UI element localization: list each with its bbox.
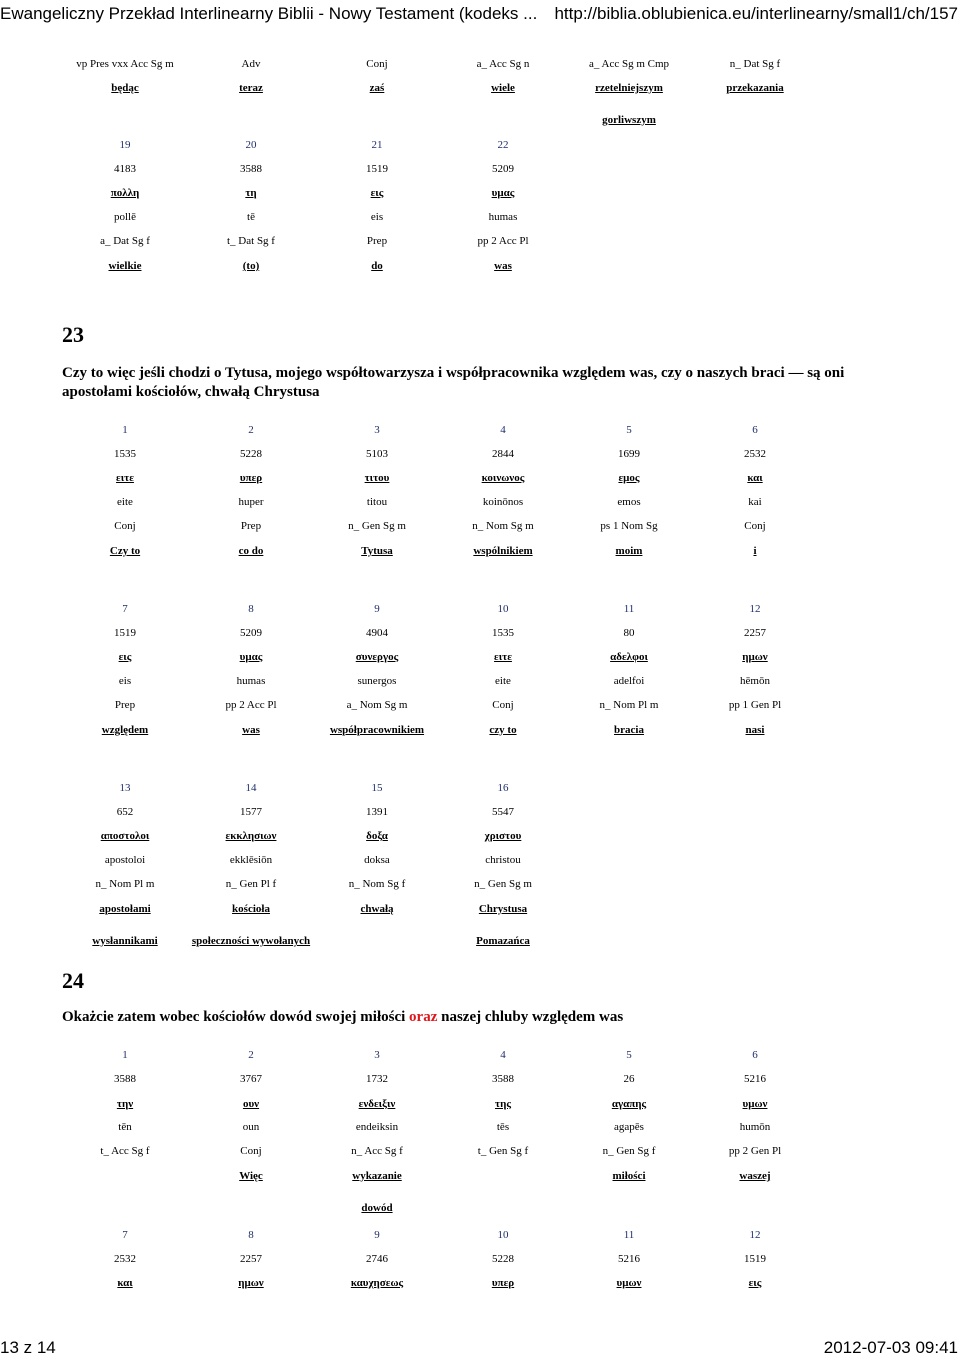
word-number-row — [0, 1229, 960, 1247]
word-number-row — [0, 782, 960, 800]
morph-row — [0, 520, 960, 538]
transliteration: doksa — [364, 854, 390, 866]
alt-translation-link[interactable]: gorliwszym — [602, 114, 656, 126]
browser-print-header — [0, 0, 960, 34]
strong-number: 1519 — [366, 163, 388, 175]
strong-number: 1732 — [366, 1073, 388, 1085]
morph-row — [0, 58, 960, 76]
morph-cell: n_ Acc Sg f — [351, 1145, 403, 1157]
word-number: 11 — [623, 603, 635, 615]
greek-row — [0, 187, 960, 205]
morph-cell: n_ Nom Sg m — [472, 520, 534, 532]
greek-word-link[interactable]: κοινωνος — [481, 472, 525, 484]
polish-link[interactable]: was — [494, 260, 512, 272]
alt-row — [0, 114, 960, 132]
alt-translation-link[interactable]: wysłannikami — [92, 935, 158, 947]
word-number: 19 — [119, 139, 131, 151]
word-number: 7 — [122, 1229, 128, 1241]
alt-translation-link[interactable]: dowód — [361, 1202, 393, 1214]
polish-link[interactable]: waszej — [739, 1170, 771, 1182]
polish-row — [0, 903, 960, 921]
greek-row — [0, 1098, 960, 1116]
strong-number: 2746 — [366, 1253, 388, 1265]
strong-number: 1535 — [114, 448, 136, 460]
print-datetime: 2012-07-03 09:41 — [823, 1338, 958, 1357]
strong-row — [0, 448, 960, 466]
verse-number: 23 — [62, 322, 84, 347]
transliteration: eis — [118, 675, 132, 687]
alt-row — [0, 1202, 960, 1220]
strong-number: 5228 — [240, 448, 262, 460]
transliteration: humōn — [739, 1121, 771, 1133]
transliteration: titou — [366, 496, 388, 508]
polish-link[interactable]: zaś — [369, 82, 385, 94]
polish-link[interactable]: teraz — [239, 82, 263, 94]
strong-number: 5209 — [492, 163, 514, 175]
polish-row — [0, 260, 960, 278]
word-number: 16 — [497, 782, 509, 794]
polish-link[interactable]: moim — [615, 545, 643, 557]
polish-link[interactable]: Tytusa — [361, 545, 393, 557]
translit-row — [0, 211, 960, 229]
polish-link[interactable]: wykazanie — [352, 1170, 402, 1182]
greek-word-link[interactable]: ειτε — [494, 651, 512, 663]
greek-word-link[interactable]: υπερ — [239, 472, 263, 484]
word-number: 10 — [497, 603, 509, 615]
polish-row — [0, 1170, 960, 1188]
word-number: 3 — [374, 424, 380, 436]
polish-link[interactable]: współpracownikiem — [329, 724, 425, 736]
strong-number: 5547 — [492, 806, 514, 818]
transliteration: huper — [238, 496, 264, 508]
morph-cell: n_ Nom Pl m — [95, 878, 155, 890]
morph-cell: a_ Nom Sg m — [346, 699, 408, 711]
morph-cell: Adv — [241, 58, 261, 70]
word-number: 12 — [749, 603, 761, 615]
word-number: 15 — [371, 782, 383, 794]
verse-text-highlight: oraz — [409, 1009, 438, 1025]
verse-text — [62, 1008, 902, 1027]
morph-cell: Conj — [366, 58, 388, 70]
morph-row — [0, 878, 960, 896]
greek-row — [0, 651, 960, 669]
greek-word-link[interactable]: τιτου — [364, 472, 390, 484]
morph-cell: Conj — [744, 520, 766, 532]
greek-word-link[interactable]: εις — [118, 651, 132, 663]
greek-word-link[interactable]: εμος — [618, 472, 640, 484]
transliteration: eite — [495, 675, 511, 687]
morph-row — [0, 235, 960, 253]
word-number: 6 — [752, 1049, 758, 1061]
word-number: 13 — [119, 782, 131, 794]
transliteration: oun — [242, 1121, 260, 1133]
strong-row — [0, 1073, 960, 1091]
transliteration: agapēs — [614, 1121, 644, 1133]
greek-word-link[interactable]: αδελφοι — [610, 651, 648, 663]
word-number-row — [0, 139, 960, 157]
translit-row — [0, 496, 960, 514]
transliteration: adelfoi — [613, 675, 645, 687]
strong-number: 1391 — [366, 806, 388, 818]
transliteration: humas — [236, 675, 266, 687]
greek-row — [0, 472, 960, 490]
alt-translation-link[interactable]: społeczności wywołanych — [191, 935, 311, 947]
greek-word-link[interactable]: αποστολοι — [100, 830, 150, 842]
polish-link[interactable]: Czy to — [109, 545, 141, 557]
greek-word-link[interactable]: και — [117, 1277, 133, 1289]
transliteration: endeiksin — [355, 1121, 399, 1133]
greek-row — [0, 830, 960, 848]
strong-number: 26 — [623, 1073, 635, 1085]
strong-number: 4904 — [366, 627, 388, 639]
word-number-row — [0, 424, 960, 442]
strong-number: 2257 — [240, 1253, 262, 1265]
strong-number: 2532 — [114, 1253, 136, 1265]
polish-link[interactable]: względem — [101, 724, 149, 736]
word-number: 8 — [248, 603, 254, 615]
word-number: 1 — [122, 424, 128, 436]
transliteration: tē — [247, 211, 255, 223]
strong-number: 1519 — [744, 1253, 766, 1265]
transliteration: tēs — [496, 1121, 510, 1133]
morph-cell: n_ Gen Sg m — [348, 520, 406, 532]
strong-number: 1699 — [618, 448, 640, 460]
polish-link[interactable]: czy to — [489, 724, 517, 736]
word-number: 3 — [374, 1049, 380, 1061]
strong-row — [0, 627, 960, 645]
word-number: 9 — [374, 603, 380, 615]
morph-cell: t_ Dat Sg f — [227, 235, 275, 247]
morph-cell: Prep — [366, 235, 388, 247]
strong-number: 5209 — [240, 627, 262, 639]
word-number: 2 — [248, 1049, 254, 1061]
polish-link[interactable]: wielkie — [108, 260, 142, 272]
polish-row — [0, 82, 960, 100]
verse-text-part: Okażcie zatem wobec kościołów dowód swojej miłości — [62, 1009, 410, 1025]
strong-number: 1519 — [114, 627, 136, 639]
morph-cell: a_ Dat Sg f — [100, 235, 150, 247]
morph-cell: n_ Gen Sg m — [474, 878, 532, 890]
strong-number: 3588 — [114, 1073, 136, 1085]
greek-word-link[interactable]: υπερ — [491, 1277, 515, 1289]
greek-word-link[interactable]: χριστου — [484, 830, 522, 842]
strong-row — [0, 1253, 960, 1271]
strong-number: 5228 — [492, 1253, 514, 1265]
strong-number: 80 — [623, 627, 635, 639]
page-counter: 13 z 14 — [0, 1338, 56, 1357]
word-number: 6 — [752, 424, 758, 436]
strong-number: 2257 — [744, 627, 766, 639]
polish-link[interactable]: Chrystusa — [478, 903, 528, 915]
translit-row — [0, 675, 960, 693]
strong-number: 3588 — [492, 1073, 514, 1085]
verse-text-part: naszej chluby względem was — [437, 1009, 624, 1025]
transliteration: apostoloi — [104, 854, 146, 866]
strong-number: 4183 — [114, 163, 136, 175]
transliteration: eite — [117, 496, 133, 508]
word-number: 1 — [122, 1049, 128, 1061]
polish-link[interactable]: przekazania — [726, 82, 784, 94]
word-number: 20 — [245, 139, 257, 151]
strong-number: 2844 — [492, 448, 514, 460]
word-number: 9 — [374, 1229, 380, 1241]
morph-cell: pp 2 Gen Pl — [728, 1145, 782, 1157]
greek-word-link[interactable]: εις — [370, 187, 384, 199]
polish-link[interactable]: do — [371, 260, 383, 272]
polish-link[interactable]: bracia — [614, 724, 644, 736]
greek-word-link[interactable]: ουν — [242, 1098, 260, 1110]
greek-word-link[interactable]: δοξα — [366, 830, 388, 842]
word-number: 22 — [497, 139, 509, 151]
word-number-row — [0, 603, 960, 621]
polish-link[interactable]: wiele — [491, 82, 515, 94]
greek-word-link[interactable]: υμας — [491, 187, 515, 199]
morph-cell: vp Pres vxx Acc Sg m — [76, 58, 174, 70]
morph-cell: n_ Gen Sg f — [602, 1145, 656, 1157]
strong-number: 2532 — [744, 448, 766, 460]
translit-row — [0, 854, 960, 872]
polish-link[interactable]: (to) — [242, 260, 260, 272]
greek-word-link[interactable]: αγαπης — [611, 1098, 647, 1110]
morph-cell: Conj — [492, 699, 514, 711]
morph-cell: n_ Nom Sg f — [348, 878, 406, 890]
transliteration: kai — [748, 496, 762, 508]
morph-cell: n_ Gen Pl f — [225, 878, 277, 890]
alt-row — [0, 935, 960, 953]
greek-word-link[interactable]: και — [747, 472, 763, 484]
word-number: 12 — [749, 1229, 761, 1241]
morph-cell: ps 1 Nom Sg — [600, 520, 658, 532]
polish-row — [0, 724, 960, 742]
strong-row — [0, 806, 960, 824]
morph-cell: t_ Acc Sg f — [100, 1145, 150, 1157]
morph-cell: a_ Acc Sg n — [476, 58, 530, 70]
greek-word-link[interactable]: ημων — [742, 651, 768, 663]
polish-link[interactable]: i — [753, 545, 757, 557]
morph-cell: Prep — [240, 520, 262, 532]
word-number: 5 — [626, 1049, 632, 1061]
greek-word-link[interactable]: την — [116, 1098, 134, 1110]
greek-row — [0, 1277, 960, 1295]
word-number: 5 — [626, 424, 632, 436]
morph-cell: n_ Dat Sg f — [729, 58, 781, 70]
transliteration: pollē — [114, 211, 136, 223]
strong-number: 652 — [116, 806, 134, 818]
morph-cell: Conj — [240, 1145, 262, 1157]
polish-link[interactable]: was — [242, 724, 260, 736]
greek-word-link[interactable]: της — [495, 1098, 511, 1110]
morph-cell: n_ Nom Pl m — [599, 699, 659, 711]
greek-word-link[interactable]: ειτε — [116, 472, 134, 484]
polish-link[interactable]: rzetelniejszym — [595, 82, 663, 94]
strong-number: 1577 — [240, 806, 262, 818]
word-number: 14 — [245, 782, 257, 794]
strong-number: 5216 — [744, 1073, 766, 1085]
transliteration: christou — [485, 854, 521, 866]
strong-number: 3588 — [240, 163, 262, 175]
transliteration: humas — [488, 211, 518, 223]
polish-link[interactable]: nasi — [745, 724, 765, 736]
morph-cell: Prep — [114, 699, 136, 711]
polish-link[interactable]: co do — [238, 545, 264, 557]
strong-row — [0, 163, 960, 181]
morph-cell: a_ Acc Sg m Cmp — [588, 58, 670, 70]
transliteration: hēmōn — [740, 675, 770, 687]
word-number: 4 — [500, 424, 506, 436]
word-number: 21 — [371, 139, 383, 151]
polish-link[interactable]: kościoła — [232, 903, 270, 915]
translit-row — [0, 1121, 960, 1139]
polish-link[interactable]: miłości — [612, 1170, 646, 1182]
greek-word-link[interactable]: ενδειξιν — [358, 1098, 396, 1110]
transliteration: tēn — [118, 1121, 132, 1133]
polish-link[interactable]: będąc — [111, 82, 139, 94]
strong-number: 1535 — [492, 627, 514, 639]
greek-word-link[interactable]: υμας — [239, 651, 263, 663]
transliteration: sunergos — [357, 675, 397, 687]
polish-link[interactable]: wspólnikiem — [473, 545, 533, 557]
strong-number: 5103 — [366, 448, 388, 460]
transliteration: emos — [617, 496, 641, 508]
greek-word-link[interactable]: συνεργος — [355, 651, 399, 663]
greek-word-link[interactable]: καυχησεως — [350, 1277, 404, 1289]
morph-row — [0, 699, 960, 717]
greek-word-link[interactable]: εις — [748, 1277, 762, 1289]
morph-row — [0, 1145, 960, 1163]
polish-link[interactable]: chwałą — [360, 903, 394, 915]
greek-word-link[interactable]: τη — [245, 187, 257, 199]
word-number: 10 — [497, 1229, 509, 1241]
strong-number: 5216 — [618, 1253, 640, 1265]
transliteration: koinōnos — [482, 496, 524, 508]
morph-cell: Conj — [114, 520, 136, 532]
strong-number: 3767 — [240, 1073, 262, 1085]
greek-word-link[interactable]: υμων — [742, 1098, 768, 1110]
polish-link[interactable]: Więc — [239, 1170, 263, 1182]
greek-word-link[interactable]: ημων — [238, 1277, 264, 1289]
alt-translation-link[interactable]: Pomazańca — [476, 935, 530, 947]
page-title: Ewangeliczny Przekład Interlinearny Biblii - Nowy Testament (kodeks ... — [0, 4, 538, 23]
word-number: 4 — [500, 1049, 506, 1061]
verse-text: Czy to więc jeśli chodzi o Tytusa, mojego współtowarzysza i współpracownika względem was, czy o naszych braci — są oni apostołami kościołów, chwałą Chrystusa — [62, 365, 845, 400]
transliteration: ekklēsiōn — [229, 854, 273, 866]
polish-link[interactable]: apostołami — [99, 903, 151, 915]
greek-word-link[interactable]: εκκλησιων — [225, 830, 277, 842]
polish-row — [0, 545, 960, 563]
greek-word-link[interactable]: πολλη — [110, 187, 140, 199]
word-number-row — [0, 1049, 960, 1067]
morph-cell: pp 1 Gen Pl — [728, 699, 782, 711]
page-url: http://biblia.oblubienica.eu/interlinearny/small1/ch/157 — [554, 4, 958, 23]
morph-cell: t_ Gen Sg f — [477, 1145, 529, 1157]
greek-word-link[interactable]: υμων — [616, 1277, 642, 1289]
word-number: 8 — [248, 1229, 254, 1241]
morph-cell: pp 2 Acc Pl — [225, 699, 277, 711]
word-number: 7 — [122, 603, 128, 615]
verse-number: 24 — [62, 968, 84, 993]
word-number: 11 — [623, 1229, 635, 1241]
word-number: 2 — [248, 424, 254, 436]
transliteration: eis — [370, 211, 384, 223]
morph-cell: pp 2 Acc Pl — [477, 235, 529, 247]
